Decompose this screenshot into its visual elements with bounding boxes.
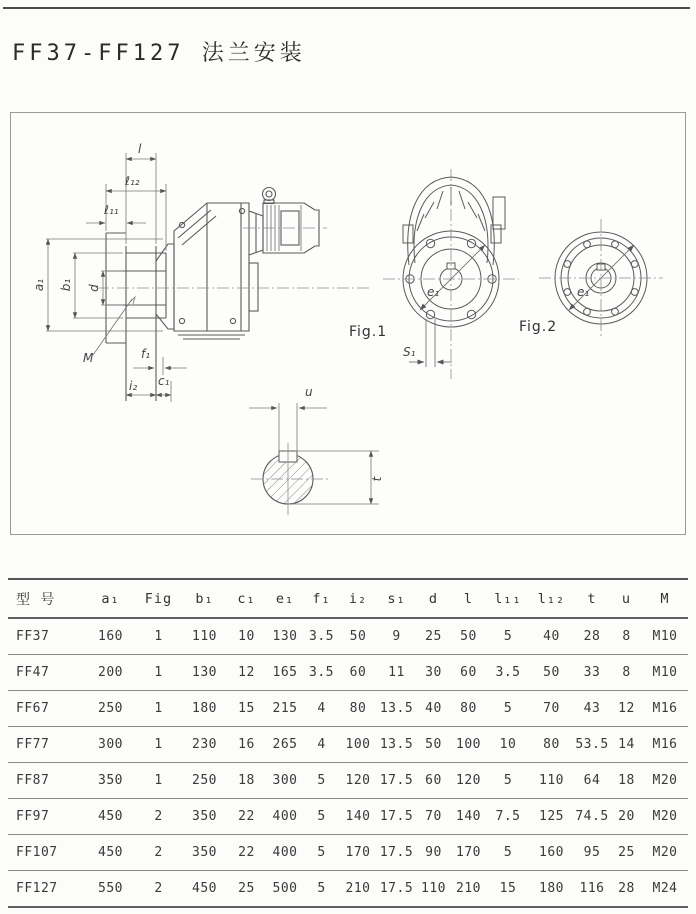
- value-cell: 1: [135, 691, 182, 727]
- value-cell: 1: [135, 618, 182, 655]
- value-cell: 64: [573, 763, 611, 799]
- column-header: a₁: [86, 579, 135, 618]
- table-row: [8, 618, 688, 655]
- value-cell: 80: [530, 727, 573, 763]
- value-cell: 450: [86, 835, 135, 871]
- value-cell: 165: [266, 655, 304, 691]
- value-cell: 12: [611, 691, 642, 727]
- value-cell: 13.5: [377, 727, 416, 763]
- value-cell: 210: [451, 871, 486, 908]
- table-row: [8, 799, 688, 835]
- dim-label-c1: c₁: [158, 374, 170, 388]
- value-cell: 3.5: [304, 655, 339, 691]
- value-cell: 300: [266, 763, 304, 799]
- column-header: f₁: [304, 579, 339, 618]
- value-cell: 17.5: [377, 799, 416, 835]
- value-cell: 3.5: [304, 618, 339, 655]
- value-cell: M24: [642, 871, 688, 908]
- value-cell: 50: [530, 655, 573, 691]
- value-cell: 5: [304, 799, 339, 835]
- value-cell: 60: [416, 763, 451, 799]
- value-cell: 25: [611, 835, 642, 871]
- value-cell: 12: [227, 655, 266, 691]
- value-cell: 400: [266, 835, 304, 871]
- value-cell: M20: [642, 799, 688, 835]
- value-cell: 30: [416, 655, 451, 691]
- dim-label-b1: b₁: [59, 278, 73, 292]
- value-cell: 60: [339, 655, 377, 691]
- value-cell: 110: [416, 871, 451, 908]
- value-cell: 2: [135, 835, 182, 871]
- value-cell: 350: [86, 763, 135, 799]
- column-header: d: [416, 579, 451, 618]
- dim-label-l12: ℓ₁₂: [125, 174, 140, 188]
- technical-drawing: [11, 113, 683, 532]
- dim-label-d: d: [87, 284, 101, 292]
- fig2-e1-label: e₁: [577, 285, 590, 299]
- column-header: M: [642, 579, 688, 618]
- column-header: c₁: [227, 579, 266, 618]
- value-cell: 5: [304, 871, 339, 908]
- fig1-s1-label: S₁: [403, 345, 416, 359]
- value-cell: 17.5: [377, 835, 416, 871]
- value-cell: 5: [304, 835, 339, 871]
- value-cell: 4: [304, 727, 339, 763]
- model-cell: FF107: [8, 835, 86, 871]
- column-header: e₁: [266, 579, 304, 618]
- value-cell: 20: [611, 799, 642, 835]
- value-cell: 18: [611, 763, 642, 799]
- value-cell: 10: [486, 727, 530, 763]
- table-row: [8, 763, 688, 799]
- value-cell: 5: [486, 835, 530, 871]
- table-row: [8, 835, 688, 871]
- value-cell: 350: [182, 799, 227, 835]
- value-cell: 70: [530, 691, 573, 727]
- dimension-table: [8, 578, 688, 908]
- value-cell: 33: [573, 655, 611, 691]
- side-view: [106, 188, 319, 402]
- value-cell: 16: [227, 727, 266, 763]
- value-cell: 160: [86, 618, 135, 655]
- fig1-e1-label: e₁: [427, 285, 440, 299]
- value-cell: 210: [339, 871, 377, 908]
- dim-label-M: M: [83, 351, 94, 365]
- value-cell: 500: [266, 871, 304, 908]
- model-cell: FF127: [8, 871, 86, 908]
- value-cell: 130: [182, 655, 227, 691]
- table-row: [8, 655, 688, 691]
- column-header: b₁: [182, 579, 227, 618]
- top-rule: [3, 7, 690, 9]
- value-cell: 215: [266, 691, 304, 727]
- shaft-section: [249, 403, 379, 515]
- model-cell: FF77: [8, 727, 86, 763]
- table-row: [8, 691, 688, 727]
- value-cell: 180: [530, 871, 573, 908]
- value-cell: 5: [486, 763, 530, 799]
- fig2-caption: Fig.2: [519, 319, 558, 335]
- value-cell: M16: [642, 691, 688, 727]
- technical-drawing-panel: [10, 112, 686, 535]
- value-cell: 13.5: [377, 691, 416, 727]
- model-cell: FF37: [8, 618, 86, 655]
- column-header: s₁: [377, 579, 416, 618]
- value-cell: 125: [530, 799, 573, 835]
- value-cell: 5: [486, 618, 530, 655]
- value-cell: M20: [642, 835, 688, 871]
- value-cell: 120: [339, 763, 377, 799]
- value-cell: 50: [416, 727, 451, 763]
- model-cell: FF97: [8, 799, 86, 835]
- value-cell: 15: [486, 871, 530, 908]
- value-cell: 53.5: [573, 727, 611, 763]
- value-cell: 140: [339, 799, 377, 835]
- column-header: t: [573, 579, 611, 618]
- value-cell: 4: [304, 691, 339, 727]
- fig1-view: [403, 177, 505, 327]
- value-cell: 74.5: [573, 799, 611, 835]
- value-cell: 230: [182, 727, 227, 763]
- value-cell: 17.5: [377, 871, 416, 908]
- value-cell: 28: [573, 618, 611, 655]
- value-cell: 22: [227, 835, 266, 871]
- value-cell: 110: [530, 763, 573, 799]
- value-cell: 5: [486, 691, 530, 727]
- dim-label-l11: ℓ₁₁: [104, 203, 119, 217]
- value-cell: 450: [86, 799, 135, 835]
- value-cell: 18: [227, 763, 266, 799]
- value-cell: 80: [451, 691, 486, 727]
- model-cell: FF67: [8, 691, 86, 727]
- value-cell: 170: [339, 835, 377, 871]
- table-row: [8, 871, 688, 908]
- fig2-centerlines: [539, 219, 663, 339]
- column-header: l₁₁: [486, 579, 530, 618]
- value-cell: 8: [611, 618, 642, 655]
- value-cell: 100: [451, 727, 486, 763]
- value-cell: 95: [573, 835, 611, 871]
- column-header: l₁₂: [530, 579, 573, 618]
- value-cell: M10: [642, 618, 688, 655]
- model-cell: FF47: [8, 655, 86, 691]
- page-title: FF37-FF127 法兰安装: [12, 41, 306, 66]
- value-cell: 265: [266, 727, 304, 763]
- value-cell: 350: [182, 835, 227, 871]
- value-cell: 8: [611, 655, 642, 691]
- value-cell: 250: [86, 691, 135, 727]
- dim-label-f1: f₁: [141, 347, 151, 361]
- value-cell: 9: [377, 618, 416, 655]
- value-cell: 90: [416, 835, 451, 871]
- value-cell: 10: [227, 618, 266, 655]
- value-cell: 25: [227, 871, 266, 908]
- value-cell: 40: [530, 618, 573, 655]
- value-cell: 550: [86, 871, 135, 908]
- value-cell: 22: [227, 799, 266, 835]
- value-cell: 7.5: [486, 799, 530, 835]
- value-cell: 2: [135, 871, 182, 908]
- value-cell: 1: [135, 727, 182, 763]
- dim-label-l: l: [138, 142, 142, 156]
- fig1-caption: Fig.1: [349, 324, 388, 340]
- dim-label-u: u: [305, 385, 313, 399]
- model-cell: FF87: [8, 763, 86, 799]
- value-cell: 40: [416, 691, 451, 727]
- column-header: i₂: [339, 579, 377, 618]
- column-header: 型 号: [8, 579, 86, 618]
- value-cell: 1: [135, 655, 182, 691]
- value-cell: 250: [182, 763, 227, 799]
- value-cell: 400: [266, 799, 304, 835]
- value-cell: 200: [86, 655, 135, 691]
- value-cell: 170: [451, 835, 486, 871]
- table-header-row: [8, 579, 688, 618]
- value-cell: 25: [416, 618, 451, 655]
- fig2-dimensions: [569, 245, 634, 310]
- value-cell: 14: [611, 727, 642, 763]
- value-cell: 160: [530, 835, 573, 871]
- dim-label-a1: a₁: [32, 278, 46, 292]
- dim-label-t: t: [370, 476, 384, 482]
- value-cell: 116: [573, 871, 611, 908]
- value-cell: 60: [451, 655, 486, 691]
- value-cell: 450: [182, 871, 227, 908]
- value-cell: 120: [451, 763, 486, 799]
- dim-label-i2: i₂: [129, 379, 138, 393]
- value-cell: 3.5: [486, 655, 530, 691]
- value-cell: M16: [642, 727, 688, 763]
- value-cell: M10: [642, 655, 688, 691]
- value-cell: 50: [451, 618, 486, 655]
- column-header: l: [451, 579, 486, 618]
- value-cell: 28: [611, 871, 642, 908]
- value-cell: 130: [266, 618, 304, 655]
- value-cell: 110: [182, 618, 227, 655]
- value-cell: 300: [86, 727, 135, 763]
- value-cell: 1: [135, 763, 182, 799]
- value-cell: 5: [304, 763, 339, 799]
- value-cell: 70: [416, 799, 451, 835]
- value-cell: 50: [339, 618, 377, 655]
- value-cell: 2: [135, 799, 182, 835]
- centerlines: [97, 228, 369, 288]
- value-cell: 180: [182, 691, 227, 727]
- table-row: [8, 727, 688, 763]
- value-cell: 17.5: [377, 763, 416, 799]
- value-cell: 43: [573, 691, 611, 727]
- column-header: u: [611, 579, 642, 618]
- value-cell: 100: [339, 727, 377, 763]
- value-cell: 80: [339, 691, 377, 727]
- value-cell: M20: [642, 763, 688, 799]
- value-cell: 140: [451, 799, 486, 835]
- value-cell: 15: [227, 691, 266, 727]
- column-header: Fig: [135, 579, 182, 618]
- value-cell: 11: [377, 655, 416, 691]
